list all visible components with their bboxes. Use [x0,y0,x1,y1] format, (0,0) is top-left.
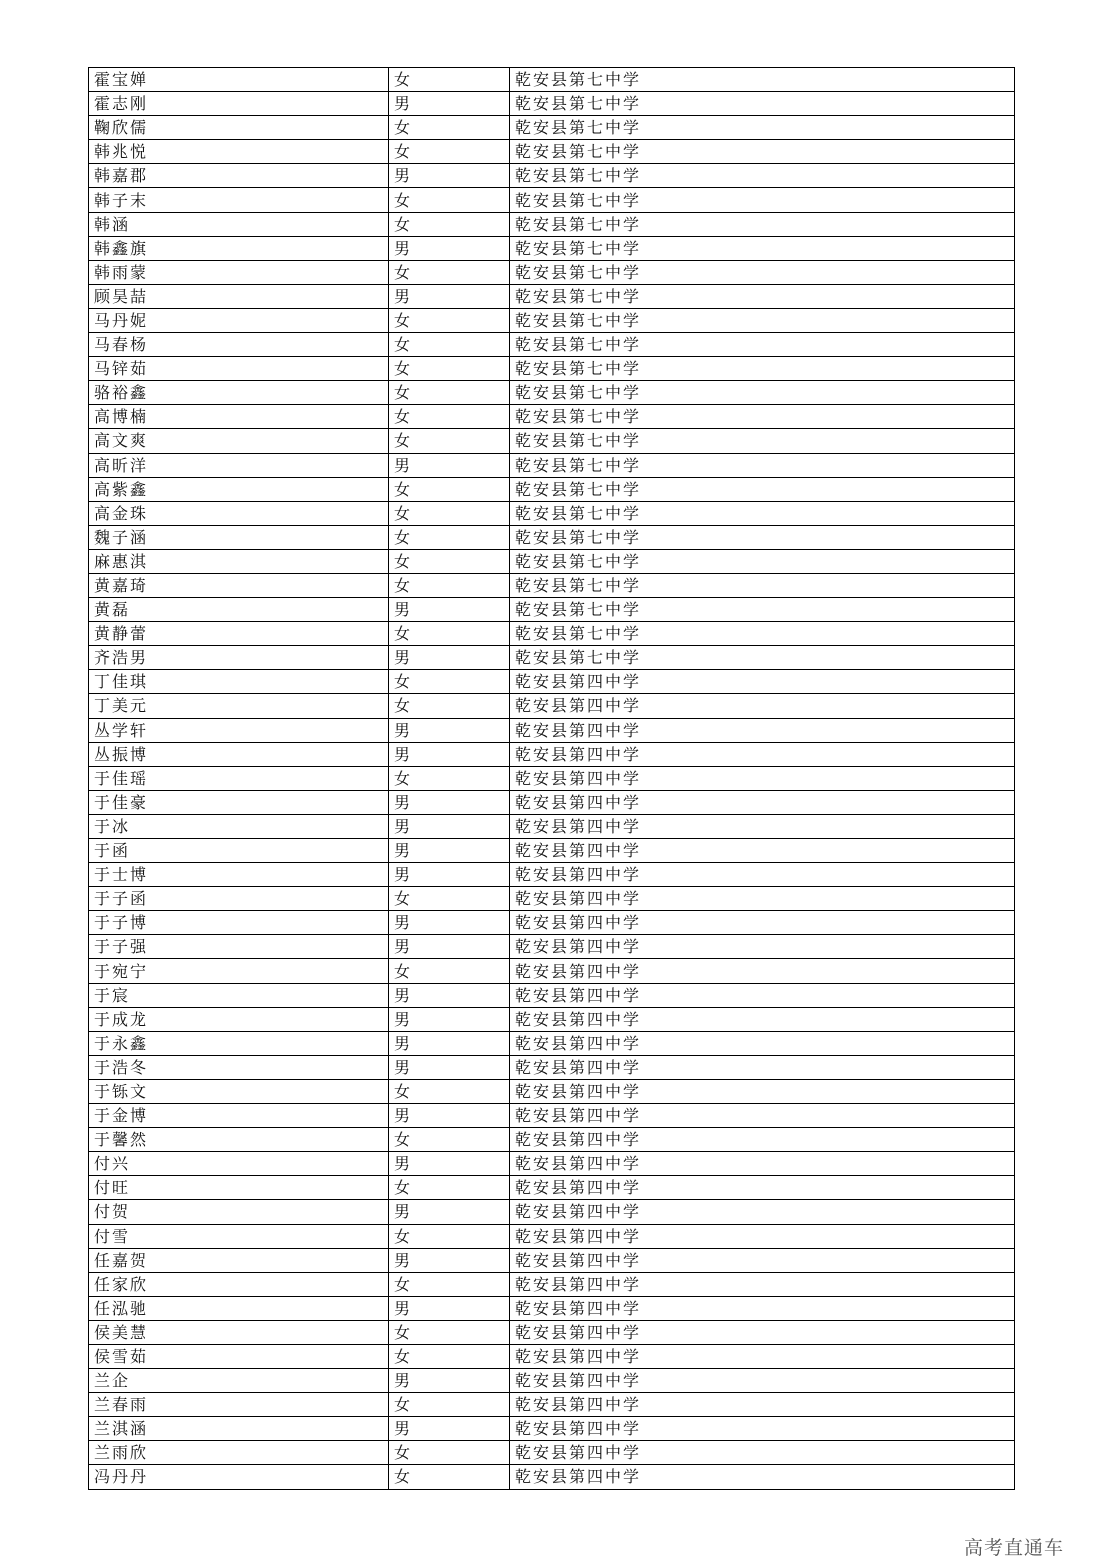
table-row [89,1055,1015,1079]
name-cell: 于函 [89,839,389,863]
school-cell: 乾安县第七中学 [510,140,1015,164]
student-list-body [89,68,1015,1490]
gender-cell: 男 [389,236,510,260]
name-cell: 韩雨蒙 [89,260,389,284]
table-row [89,1248,1015,1272]
gender-cell: 女 [389,1393,510,1417]
gender-cell: 男 [389,1417,510,1441]
school-cell: 乾安县第七中学 [510,549,1015,573]
gender-cell: 男 [389,718,510,742]
table-row [89,718,1015,742]
name-cell: 韩鑫旗 [89,236,389,260]
table-row [89,1417,1015,1441]
name-cell: 高昕洋 [89,453,389,477]
name-cell: 付兴 [89,1152,389,1176]
table-row [89,1079,1015,1103]
name-cell: 丁佳琪 [89,670,389,694]
table-row [89,983,1015,1007]
name-cell: 于佳豪 [89,790,389,814]
school-cell: 乾安县第四中学 [510,670,1015,694]
gender-cell: 女 [389,357,510,381]
school-cell: 乾安县第四中学 [510,1200,1015,1224]
name-cell: 马丹妮 [89,308,389,332]
table-row [89,212,1015,236]
school-cell: 乾安县第四中学 [510,742,1015,766]
name-cell: 麻惠淇 [89,549,389,573]
name-cell: 黄嘉琦 [89,573,389,597]
name-cell: 任家欣 [89,1272,389,1296]
table-row [89,429,1015,453]
table-row [89,1296,1015,1320]
name-cell: 于子函 [89,887,389,911]
name-cell: 黄静蕾 [89,622,389,646]
school-cell: 乾安县第四中学 [510,983,1015,1007]
gender-cell: 男 [389,1031,510,1055]
school-cell: 乾安县第四中学 [510,1296,1015,1320]
name-cell: 韩子末 [89,188,389,212]
gender-cell: 女 [389,68,510,92]
name-cell: 于成龙 [89,1007,389,1031]
gender-cell: 男 [389,742,510,766]
gender-cell: 女 [389,694,510,718]
name-cell: 于浩冬 [89,1055,389,1079]
gender-cell: 女 [389,1441,510,1465]
table-row [89,1031,1015,1055]
name-cell: 顾昊喆 [89,284,389,308]
table-row [89,1200,1015,1224]
gender-cell: 女 [389,405,510,429]
table-row [89,1393,1015,1417]
school-cell: 乾安县第四中学 [510,1441,1015,1465]
gender-cell: 男 [389,598,510,622]
gender-cell: 女 [389,573,510,597]
school-cell: 乾安县第七中学 [510,501,1015,525]
name-cell: 丛学轩 [89,718,389,742]
name-cell: 于宛宁 [89,959,389,983]
gender-cell: 男 [389,814,510,838]
gender-cell: 男 [389,1369,510,1393]
gender-cell: 男 [389,911,510,935]
table-row [89,1272,1015,1296]
school-cell: 乾安县第七中学 [510,381,1015,405]
name-cell: 于金博 [89,1104,389,1128]
name-cell: 兰企 [89,1369,389,1393]
table-row [89,1104,1015,1128]
table-row [89,742,1015,766]
student-list-table [88,67,1015,1490]
table-row [89,260,1015,284]
table-row [89,935,1015,959]
gender-cell: 女 [389,308,510,332]
name-cell: 兰雨欣 [89,1441,389,1465]
gender-cell: 女 [389,429,510,453]
gender-cell: 女 [389,1224,510,1248]
gender-cell: 男 [389,453,510,477]
school-cell: 乾安县第四中学 [510,790,1015,814]
school-cell: 乾安县第七中学 [510,573,1015,597]
school-cell: 乾安县第四中学 [510,814,1015,838]
gender-cell: 女 [389,1128,510,1152]
name-cell: 齐浩男 [89,646,389,670]
table-row [89,92,1015,116]
name-cell: 于馨然 [89,1128,389,1152]
gender-cell: 女 [389,501,510,525]
school-cell: 乾安县第七中学 [510,92,1015,116]
name-cell: 于永鑫 [89,1031,389,1055]
name-cell: 韩涵 [89,212,389,236]
table-row [89,790,1015,814]
gender-cell: 女 [389,525,510,549]
table-row [89,164,1015,188]
gender-cell: 女 [389,477,510,501]
table-row [89,381,1015,405]
table-row [89,140,1015,164]
gender-cell: 女 [389,212,510,236]
school-cell: 乾安县第四中学 [510,1344,1015,1368]
school-cell: 乾安县第七中学 [510,188,1015,212]
table-row [89,814,1015,838]
school-cell: 乾安县第七中学 [510,525,1015,549]
name-cell: 冯丹丹 [89,1465,389,1489]
gender-cell: 男 [389,1200,510,1224]
school-cell: 乾安县第七中学 [510,333,1015,357]
name-cell: 马锌茹 [89,357,389,381]
school-cell: 乾安县第七中学 [510,405,1015,429]
table-row [89,1152,1015,1176]
school-cell: 乾安县第四中学 [510,863,1015,887]
school-cell: 乾安县第七中学 [510,116,1015,140]
school-cell: 乾安县第四中学 [510,1176,1015,1200]
school-cell: 乾安县第七中学 [510,284,1015,308]
gender-cell: 女 [389,549,510,573]
gender-cell: 女 [389,670,510,694]
table-row [89,308,1015,332]
school-cell: 乾安县第四中学 [510,959,1015,983]
name-cell: 霍宝婵 [89,68,389,92]
school-cell: 乾安县第七中学 [510,429,1015,453]
gender-cell: 男 [389,1104,510,1128]
name-cell: 高文爽 [89,429,389,453]
table-row [89,1128,1015,1152]
gender-cell: 女 [389,959,510,983]
name-cell: 任泓驰 [89,1296,389,1320]
table-row [89,1465,1015,1489]
name-cell: 韩嘉郡 [89,164,389,188]
school-cell: 乾安县第四中学 [510,1079,1015,1103]
table-row [89,598,1015,622]
table-row [89,453,1015,477]
gender-cell: 男 [389,1296,510,1320]
school-cell: 乾安县第四中学 [510,766,1015,790]
table-row [89,1007,1015,1031]
school-cell: 乾安县第七中学 [510,212,1015,236]
gender-cell: 女 [389,1176,510,1200]
school-cell: 乾安县第七中学 [510,646,1015,670]
name-cell: 任嘉贺 [89,1248,389,1272]
school-cell: 乾安县第七中学 [510,236,1015,260]
school-cell: 乾安县第四中学 [510,718,1015,742]
table-row [89,863,1015,887]
gender-cell: 女 [389,116,510,140]
gender-cell: 男 [389,935,510,959]
table-row [89,766,1015,790]
gender-cell: 男 [389,1248,510,1272]
table-row [89,887,1015,911]
table-row [89,646,1015,670]
watermark-text: 高考直通车 [964,1537,1065,1559]
gender-cell: 男 [389,1055,510,1079]
gender-cell: 女 [389,1320,510,1344]
table-row [89,284,1015,308]
school-cell: 乾安县第七中学 [510,308,1015,332]
table-row [89,1344,1015,1368]
table-row [89,525,1015,549]
name-cell: 于宸 [89,983,389,1007]
school-cell: 乾安县第四中学 [510,1104,1015,1128]
school-cell: 乾安县第七中学 [510,453,1015,477]
table-row [89,116,1015,140]
gender-cell: 男 [389,863,510,887]
name-cell: 付贺 [89,1200,389,1224]
gender-cell: 女 [389,766,510,790]
name-cell: 于子博 [89,911,389,935]
name-cell: 霍志刚 [89,92,389,116]
school-cell: 乾安县第四中学 [510,839,1015,863]
name-cell: 兰淇涵 [89,1417,389,1441]
table-row [89,357,1015,381]
gender-cell: 男 [389,983,510,1007]
school-cell: 乾安县第四中学 [510,1055,1015,1079]
table-row [89,1369,1015,1393]
name-cell: 侯美慧 [89,1320,389,1344]
school-cell: 乾安县第四中学 [510,911,1015,935]
gender-cell: 男 [389,164,510,188]
school-cell: 乾安县第七中学 [510,68,1015,92]
school-cell: 乾安县第四中学 [510,935,1015,959]
school-cell: 乾安县第四中学 [510,1272,1015,1296]
gender-cell: 男 [389,646,510,670]
gender-cell: 女 [389,622,510,646]
table-row [89,236,1015,260]
table-row [89,622,1015,646]
name-cell: 丛振博 [89,742,389,766]
table-row [89,333,1015,357]
school-cell: 乾安县第四中学 [510,1369,1015,1393]
table-row [89,1320,1015,1344]
school-cell: 乾安县第七中学 [510,164,1015,188]
table-row [89,501,1015,525]
gender-cell: 男 [389,284,510,308]
gender-cell: 男 [389,1152,510,1176]
name-cell: 高金珠 [89,501,389,525]
table-row [89,694,1015,718]
gender-cell: 女 [389,260,510,284]
school-cell: 乾安县第七中学 [510,357,1015,381]
school-cell: 乾安县第四中学 [510,1128,1015,1152]
name-cell: 兰春雨 [89,1393,389,1417]
table-row [89,573,1015,597]
name-cell: 魏子涵 [89,525,389,549]
table-row [89,1176,1015,1200]
gender-cell: 女 [389,140,510,164]
name-cell: 高紫鑫 [89,477,389,501]
name-cell: 骆裕鑫 [89,381,389,405]
name-cell: 于冰 [89,814,389,838]
table-row [89,477,1015,501]
gender-cell: 女 [389,381,510,405]
school-cell: 乾安县第四中学 [510,1465,1015,1489]
gender-cell: 男 [389,1007,510,1031]
name-cell: 于铄文 [89,1079,389,1103]
gender-cell: 女 [389,333,510,357]
table-row [89,1441,1015,1465]
school-cell: 乾安县第四中学 [510,694,1015,718]
gender-cell: 女 [389,1272,510,1296]
school-cell: 乾安县第七中学 [510,477,1015,501]
name-cell: 鞠欣儒 [89,116,389,140]
name-cell: 马春杨 [89,333,389,357]
table-row [89,549,1015,573]
name-cell: 于佳瑶 [89,766,389,790]
gender-cell: 女 [389,1465,510,1489]
school-cell: 乾安县第四中学 [510,1320,1015,1344]
table-row [89,959,1015,983]
gender-cell: 女 [389,887,510,911]
school-cell: 乾安县第四中学 [510,1248,1015,1272]
gender-cell: 女 [389,1344,510,1368]
name-cell: 黄磊 [89,598,389,622]
school-cell: 乾安县第七中学 [510,260,1015,284]
school-cell: 乾安县第四中学 [510,1417,1015,1441]
school-cell: 乾安县第四中学 [510,1152,1015,1176]
school-cell: 乾安县第七中学 [510,622,1015,646]
table-row [89,839,1015,863]
name-cell: 丁美元 [89,694,389,718]
school-cell: 乾安县第七中学 [510,598,1015,622]
name-cell: 韩兆悦 [89,140,389,164]
table-row [89,1224,1015,1248]
school-cell: 乾安县第四中学 [510,1393,1015,1417]
gender-cell: 女 [389,1079,510,1103]
school-cell: 乾安县第四中学 [510,887,1015,911]
name-cell: 侯雪茹 [89,1344,389,1368]
table-row [89,188,1015,212]
school-cell: 乾安县第四中学 [510,1224,1015,1248]
school-cell: 乾安县第四中学 [510,1031,1015,1055]
table-row [89,68,1015,92]
gender-cell: 男 [389,92,510,116]
table-row [89,911,1015,935]
name-cell: 高博楠 [89,405,389,429]
table-row [89,405,1015,429]
name-cell: 付旺 [89,1176,389,1200]
gender-cell: 男 [389,839,510,863]
gender-cell: 女 [389,188,510,212]
school-cell: 乾安县第四中学 [510,1007,1015,1031]
gender-cell: 男 [389,790,510,814]
name-cell: 于子强 [89,935,389,959]
name-cell: 于士博 [89,863,389,887]
name-cell: 付雪 [89,1224,389,1248]
table-row [89,670,1015,694]
